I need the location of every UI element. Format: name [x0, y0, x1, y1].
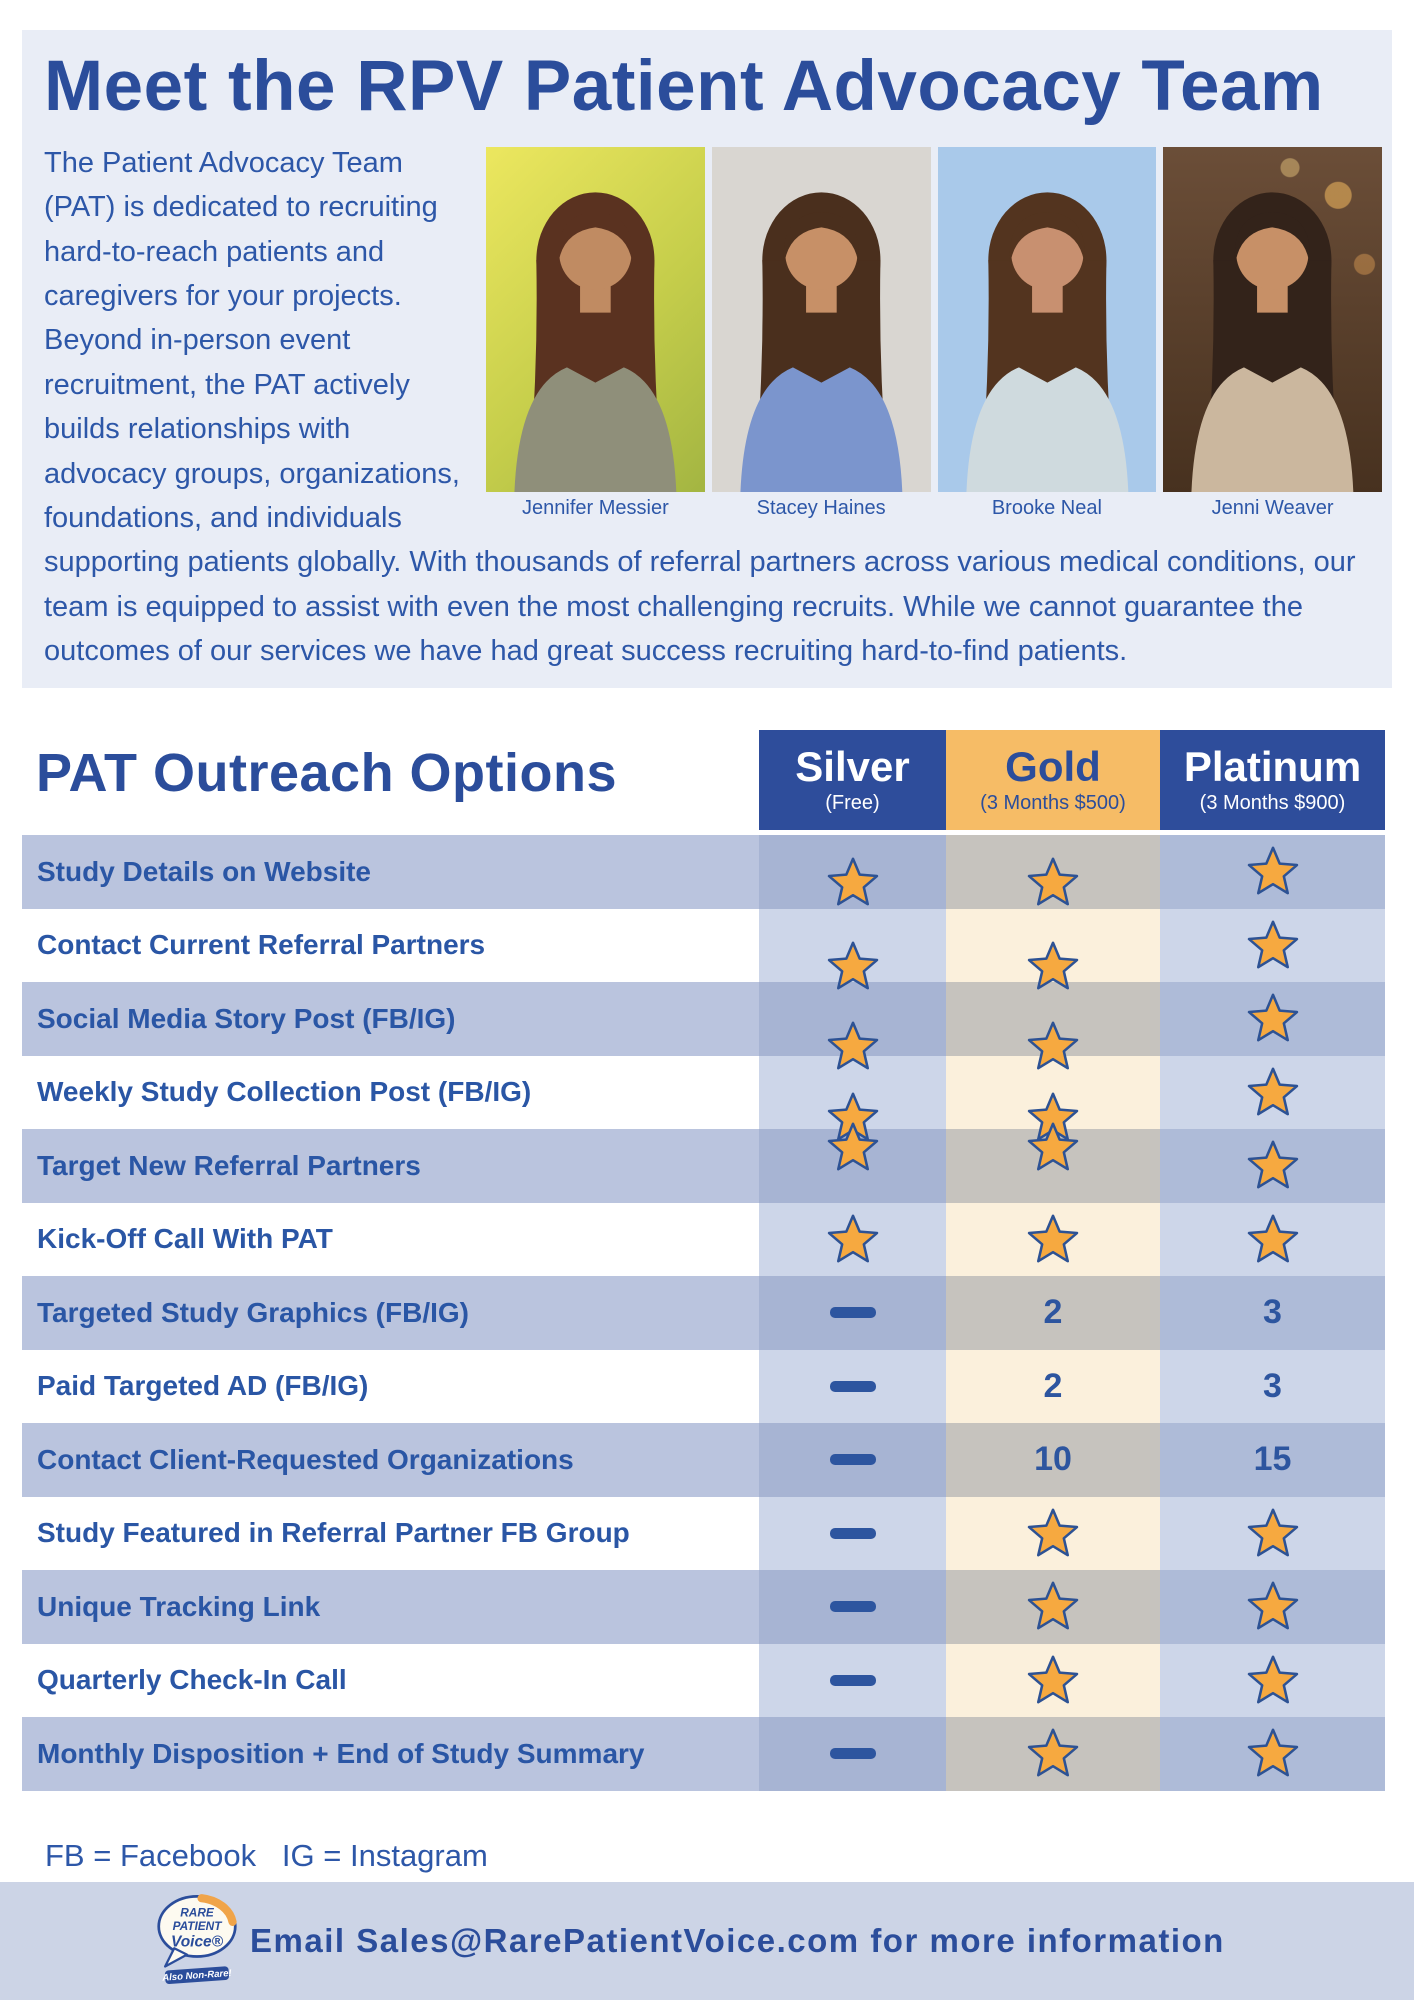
tier-header-platinum — [1160, 730, 1385, 830]
tier-cell-gold — [946, 1497, 1160, 1571]
tier-cell-silver — [759, 1423, 946, 1497]
row-label: Contact Client-Requested Organizations — [37, 1443, 574, 1475]
star-icon — [825, 940, 881, 993]
headshot-photo — [938, 147, 1157, 492]
tier-cell-gold — [946, 1644, 1160, 1718]
star-icon — [1245, 919, 1301, 972]
star-icon — [1245, 1727, 1301, 1780]
row-label: Monthly Disposition + End of Study Summary — [37, 1737, 645, 1769]
tier-cell-platinum — [1160, 1350, 1385, 1424]
team-member-name: Stacey Haines — [756, 497, 886, 519]
count-value: 2 — [1043, 1293, 1063, 1332]
tier-cell-gold — [946, 1350, 1160, 1424]
tier-cell-platinum — [1160, 982, 1385, 1056]
tier-cell-platinum — [1160, 1717, 1385, 1791]
team-member-card — [1163, 147, 1382, 520]
table-row — [22, 1497, 1385, 1571]
row-label: Weekly Study Collection Post (FB/IG) — [37, 1076, 532, 1108]
count-value: 2 — [1043, 1366, 1063, 1405]
tier-cell-platinum — [1160, 1570, 1385, 1644]
team-member-name: Jenni Weaver — [1211, 497, 1334, 519]
table-row — [22, 1570, 1385, 1644]
logo-line-3: Voice® — [170, 1933, 224, 1951]
tier-cell-platinum — [1160, 909, 1385, 983]
count-value: 10 — [1034, 1440, 1072, 1479]
page-title: Meet the RPV Patient Advocacy Team — [44, 47, 1324, 126]
tier-header-silver — [759, 730, 946, 830]
star-icon — [1025, 856, 1081, 909]
table-row — [22, 1203, 1385, 1277]
rare-patient-voice-logo — [156, 1891, 238, 1991]
tier-cell-silver — [759, 909, 946, 983]
tier-cell-silver — [759, 1276, 946, 1350]
table-row — [22, 1717, 1385, 1791]
tier-cell-silver — [759, 835, 946, 909]
footer-bar — [0, 1882, 1414, 2000]
tier-cell-silver — [759, 1350, 946, 1424]
tier-cell-gold — [946, 909, 1160, 983]
tier-cell-gold — [946, 1203, 1160, 1277]
tier-cell-platinum — [1160, 1423, 1385, 1497]
intro-body — [44, 141, 1382, 673]
table-row — [22, 1056, 1385, 1130]
tier-cell-silver — [759, 1497, 946, 1571]
tier-cell-silver — [759, 982, 946, 1056]
dash-icon — [830, 1307, 876, 1318]
tier-cell-gold — [946, 1423, 1160, 1497]
tier-cell-silver — [759, 1129, 946, 1203]
tier-cell-platinum — [1160, 1276, 1385, 1350]
row-label: Kick-Off Call With PAT — [37, 1223, 333, 1255]
options-title: PAT Outreach Options — [36, 743, 618, 803]
dash-icon — [830, 1748, 876, 1759]
star-icon — [1025, 1654, 1081, 1707]
tier-name: Gold — [1005, 743, 1101, 791]
tier-cell-silver — [759, 1644, 946, 1718]
tier-cell-gold — [946, 1717, 1160, 1791]
headshot-photo — [712, 147, 931, 492]
headshot-photo — [486, 147, 705, 492]
team-member-name: Jennifer Messier — [522, 497, 669, 519]
count-value: 3 — [1263, 1293, 1282, 1332]
tier-cell-platinum — [1160, 1129, 1385, 1203]
star-icon — [1245, 845, 1301, 898]
tier-cell-gold — [946, 1570, 1160, 1644]
table-row — [22, 1644, 1385, 1718]
tier-cell-gold — [946, 982, 1160, 1056]
row-label: Contact Current Referral Partners — [37, 929, 486, 961]
options-table — [22, 835, 1385, 1791]
tier-subtitle: (3 Months $900) — [1199, 791, 1346, 814]
row-label: Unique Tracking Link — [37, 1590, 321, 1622]
footer-inner — [0, 1882, 1414, 2000]
tier-cell-platinum — [1160, 1497, 1385, 1571]
row-label: Targeted Study Graphics (FB/IG) — [37, 1296, 469, 1328]
count-value: 3 — [1263, 1366, 1282, 1405]
star-icon — [825, 1213, 881, 1266]
tier-headers — [759, 730, 1385, 830]
row-label: Target New Referral Partners — [37, 1149, 421, 1181]
team-member-card — [486, 147, 705, 520]
logo-line-1: RARE — [180, 1905, 214, 1920]
table-row — [22, 1129, 1385, 1203]
team-member-card — [938, 147, 1157, 520]
tier-cell-platinum — [1160, 1056, 1385, 1130]
logo-tagline: Also Non-Rare! — [161, 1967, 233, 1984]
star-icon — [1025, 1020, 1081, 1073]
star-icon — [825, 856, 881, 909]
tier-cell-gold — [946, 1129, 1160, 1203]
tier-cell-silver — [759, 1717, 946, 1791]
star-icon — [1245, 1507, 1301, 1560]
star-icon — [1025, 1507, 1081, 1560]
headshot-silhouette — [1163, 147, 1382, 492]
dash-icon — [830, 1675, 876, 1686]
star-icon — [1245, 1580, 1301, 1633]
star-icon — [1025, 940, 1081, 993]
star-icon — [1025, 1580, 1081, 1633]
contact-email-line: Email Sales@RarePatientVoice.com for more information — [250, 1922, 1225, 1959]
tier-name: Platinum — [1183, 743, 1362, 791]
headshot-photo — [1163, 147, 1382, 492]
star-icon — [825, 1020, 881, 1073]
team-member-name: Brooke Neal — [991, 497, 1102, 519]
table-row — [22, 1423, 1385, 1497]
tier-name: Silver — [795, 743, 910, 791]
star-icon — [1025, 1121, 1081, 1174]
star-icon — [1025, 1213, 1081, 1266]
star-icon — [1245, 1139, 1301, 1192]
count-value: 15 — [1253, 1440, 1292, 1479]
team-photos — [486, 147, 1382, 520]
table-row — [22, 909, 1385, 983]
table-row — [22, 1350, 1385, 1424]
tier-subtitle: (3 Months $500) — [980, 791, 1126, 814]
intro-panel — [22, 30, 1392, 688]
row-label: Study Featured in Referral Partner FB Group — [37, 1517, 630, 1549]
dash-icon — [830, 1454, 876, 1465]
tier-cell-gold — [946, 1276, 1160, 1350]
tier-cell-silver — [759, 1570, 946, 1644]
row-label: Paid Targeted AD (FB/IG) — [37, 1370, 369, 1402]
dash-icon — [830, 1381, 876, 1392]
intro-paragraph: The Patient Advocacy Team (PAT) is dedicated to recruiting hard-to-reach patients and caregivers for your projects. Beyond in-person event recruitment, the PAT actively builds relationships with advocacy groups, organizations, foundations, and individuals supporting patients globally. With thousands of referral partners across various medical conditions, our team is equipped to assist with even the most challenging recruits. While we cannot guarantee the outcomes of our services we have had great success recruiting hard-to-find patients. — [44, 147, 1356, 667]
headshot-silhouette — [486, 147, 705, 492]
star-icon — [1245, 1654, 1301, 1707]
logo-line-2: PATIENT — [172, 1919, 222, 1934]
table-row — [22, 1276, 1385, 1350]
tier-cell-platinum — [1160, 1644, 1385, 1718]
row-label: Quarterly Check-In Call — [37, 1664, 347, 1696]
star-icon — [1025, 1727, 1081, 1780]
team-member-card — [712, 147, 931, 520]
row-label: Social Media Story Post (FB/IG) — [37, 1002, 456, 1034]
star-icon — [1245, 1213, 1301, 1266]
tier-cell-platinum — [1160, 835, 1385, 909]
headshot-silhouette — [938, 147, 1157, 492]
tier-cell-platinum — [1160, 1203, 1385, 1277]
star-icon — [825, 1121, 881, 1174]
table-row — [22, 982, 1385, 1056]
table-row — [22, 835, 1385, 909]
dash-icon — [830, 1528, 876, 1539]
dash-icon — [830, 1601, 876, 1612]
headshot-silhouette — [712, 147, 931, 492]
star-icon — [1245, 992, 1301, 1045]
row-label: Study Details on Website — [37, 855, 371, 887]
star-icon — [1245, 1066, 1301, 1119]
fb-ig-legend: FB = Facebook IG = Instagram — [45, 1838, 488, 1873]
tier-subtitle: (Free) — [825, 791, 880, 814]
tier-header-gold — [946, 730, 1160, 830]
tier-cell-gold — [946, 835, 1160, 909]
tier-cell-silver — [759, 1203, 946, 1277]
